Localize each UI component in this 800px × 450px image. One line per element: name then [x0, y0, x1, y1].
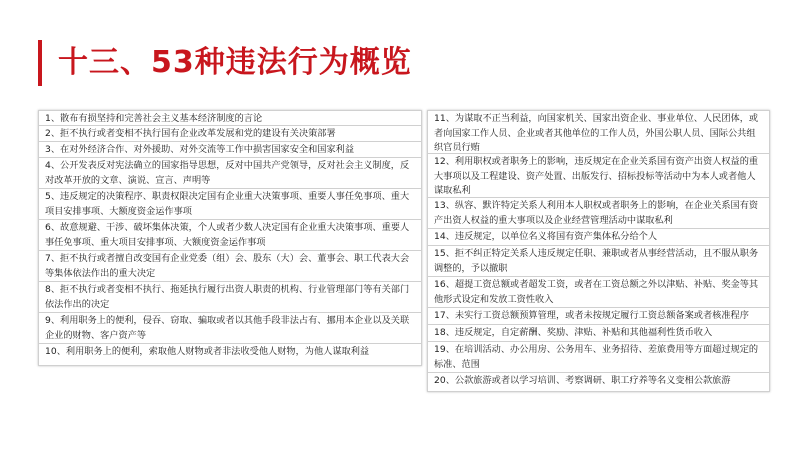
violation-item-16: 16、超提工资总额或者超发工资，或者在工资总额之外以津贴、补贴、奖金等其他形式设定和发放工资性收入: [427, 277, 770, 308]
violation-item-17: 17、未实行工资总额预算管理，或者未按规定履行工资总额备案或者核准程序: [427, 308, 770, 325]
left-violations-table: [38, 110, 422, 366]
violation-item-7: 7、拒不执行或者擅自改变国有企业党委（组）会、股东（大）会、董事会、职工代表大会等集体依法作出的重大决定: [38, 251, 422, 282]
violation-item-15: 15、拒不纠正特定关系人违反规定任职、兼职或者从事经营活动，且不服从职务调整的，予以撤职: [427, 246, 770, 277]
title-accent-bar: [38, 40, 42, 86]
violation-item-6: 6、故意规避、干涉、破坏集体决策，个人或者少数人决定国有企业重大决策事项、重要人事任免事项、重大项目安排事项、大额度资金运作事项: [38, 220, 422, 251]
violation-item-14: 14、违反规定，以单位名义将国有资产集体私分给个人: [427, 229, 770, 246]
violation-item-2: 2、拒不执行或者变相不执行国有企业改革发展和党的建设有关决策部署: [38, 126, 422, 142]
violation-item-3: 3、在对外经济合作、对外援助、对外交流等工作中损害国家安全和国家利益: [38, 142, 422, 158]
right-violations-table: [427, 110, 770, 392]
violation-item-12: 12、利用职权或者职务上的影响，违反规定在企业关系国有资产出资人权益的重大事项以及工程建设、资产处置、出版发行、招标投标等活动中为本人或者他人谋取私利: [427, 154, 770, 198]
violation-item-10: 10、利用职务上的便利，索取他人财物或者非法收受他人财物，为他人谋取利益: [38, 344, 422, 366]
violation-item-11: 11、为谋取不正当利益，向国家机关、国家出资企业、事业单位、人民团体，或者向国家工作人员、企业或者其他单位的工作人员，外国公职人员、国际公共组织官员行贿: [427, 110, 770, 154]
violation-item-8: 8、拒不执行或者变相不执行、拖延执行履行出资人职责的机构、行业管理部门等有关部门依法作出的决定: [38, 282, 422, 313]
violation-item-9: 9、利用职务上的便利，侵吞、窃取、骗取或者以其他手段非法占有、挪用本企业以及关联企业的财物、客户资产等: [38, 313, 422, 344]
violation-item-13: 13、纵容、默许特定关系人利用本人职权或者职务上的影响，在企业关系国有资产出资人权益的重大事项以及企业经营管理活动中谋取私利: [427, 198, 770, 229]
violation-item-5: 5、违反规定的决策程序、职责权限决定国有企业重大决策事项、重要人事任免事项、重大项目安排事项、大额度资金运作事项: [38, 189, 422, 220]
violation-item-19: 19、在培训活动、办公用房、公务用车、业务招待、差旅费用等方面超过规定的标准、范围: [427, 342, 770, 373]
violation-item-18: 18、违反规定，自定薪酬、奖励、津贴、补贴和其他福利性货币收入: [427, 325, 770, 342]
violation-item-4: 4、公开发表反对宪法确立的国家指导思想，反对中国共产党领导，反对社会主义制度，反对改革开放的文章、演说、宣言、声明等: [38, 158, 422, 189]
violation-item-1: 1、散布有损坚持和完善社会主义基本经济制度的言论: [38, 110, 422, 126]
violation-item-20: 20、公款旅游或者以学习培训、考察调研、职工疗养等名义变相公款旅游: [427, 373, 770, 392]
slide-title: 十三、53种违法行为概览: [58, 45, 412, 80]
